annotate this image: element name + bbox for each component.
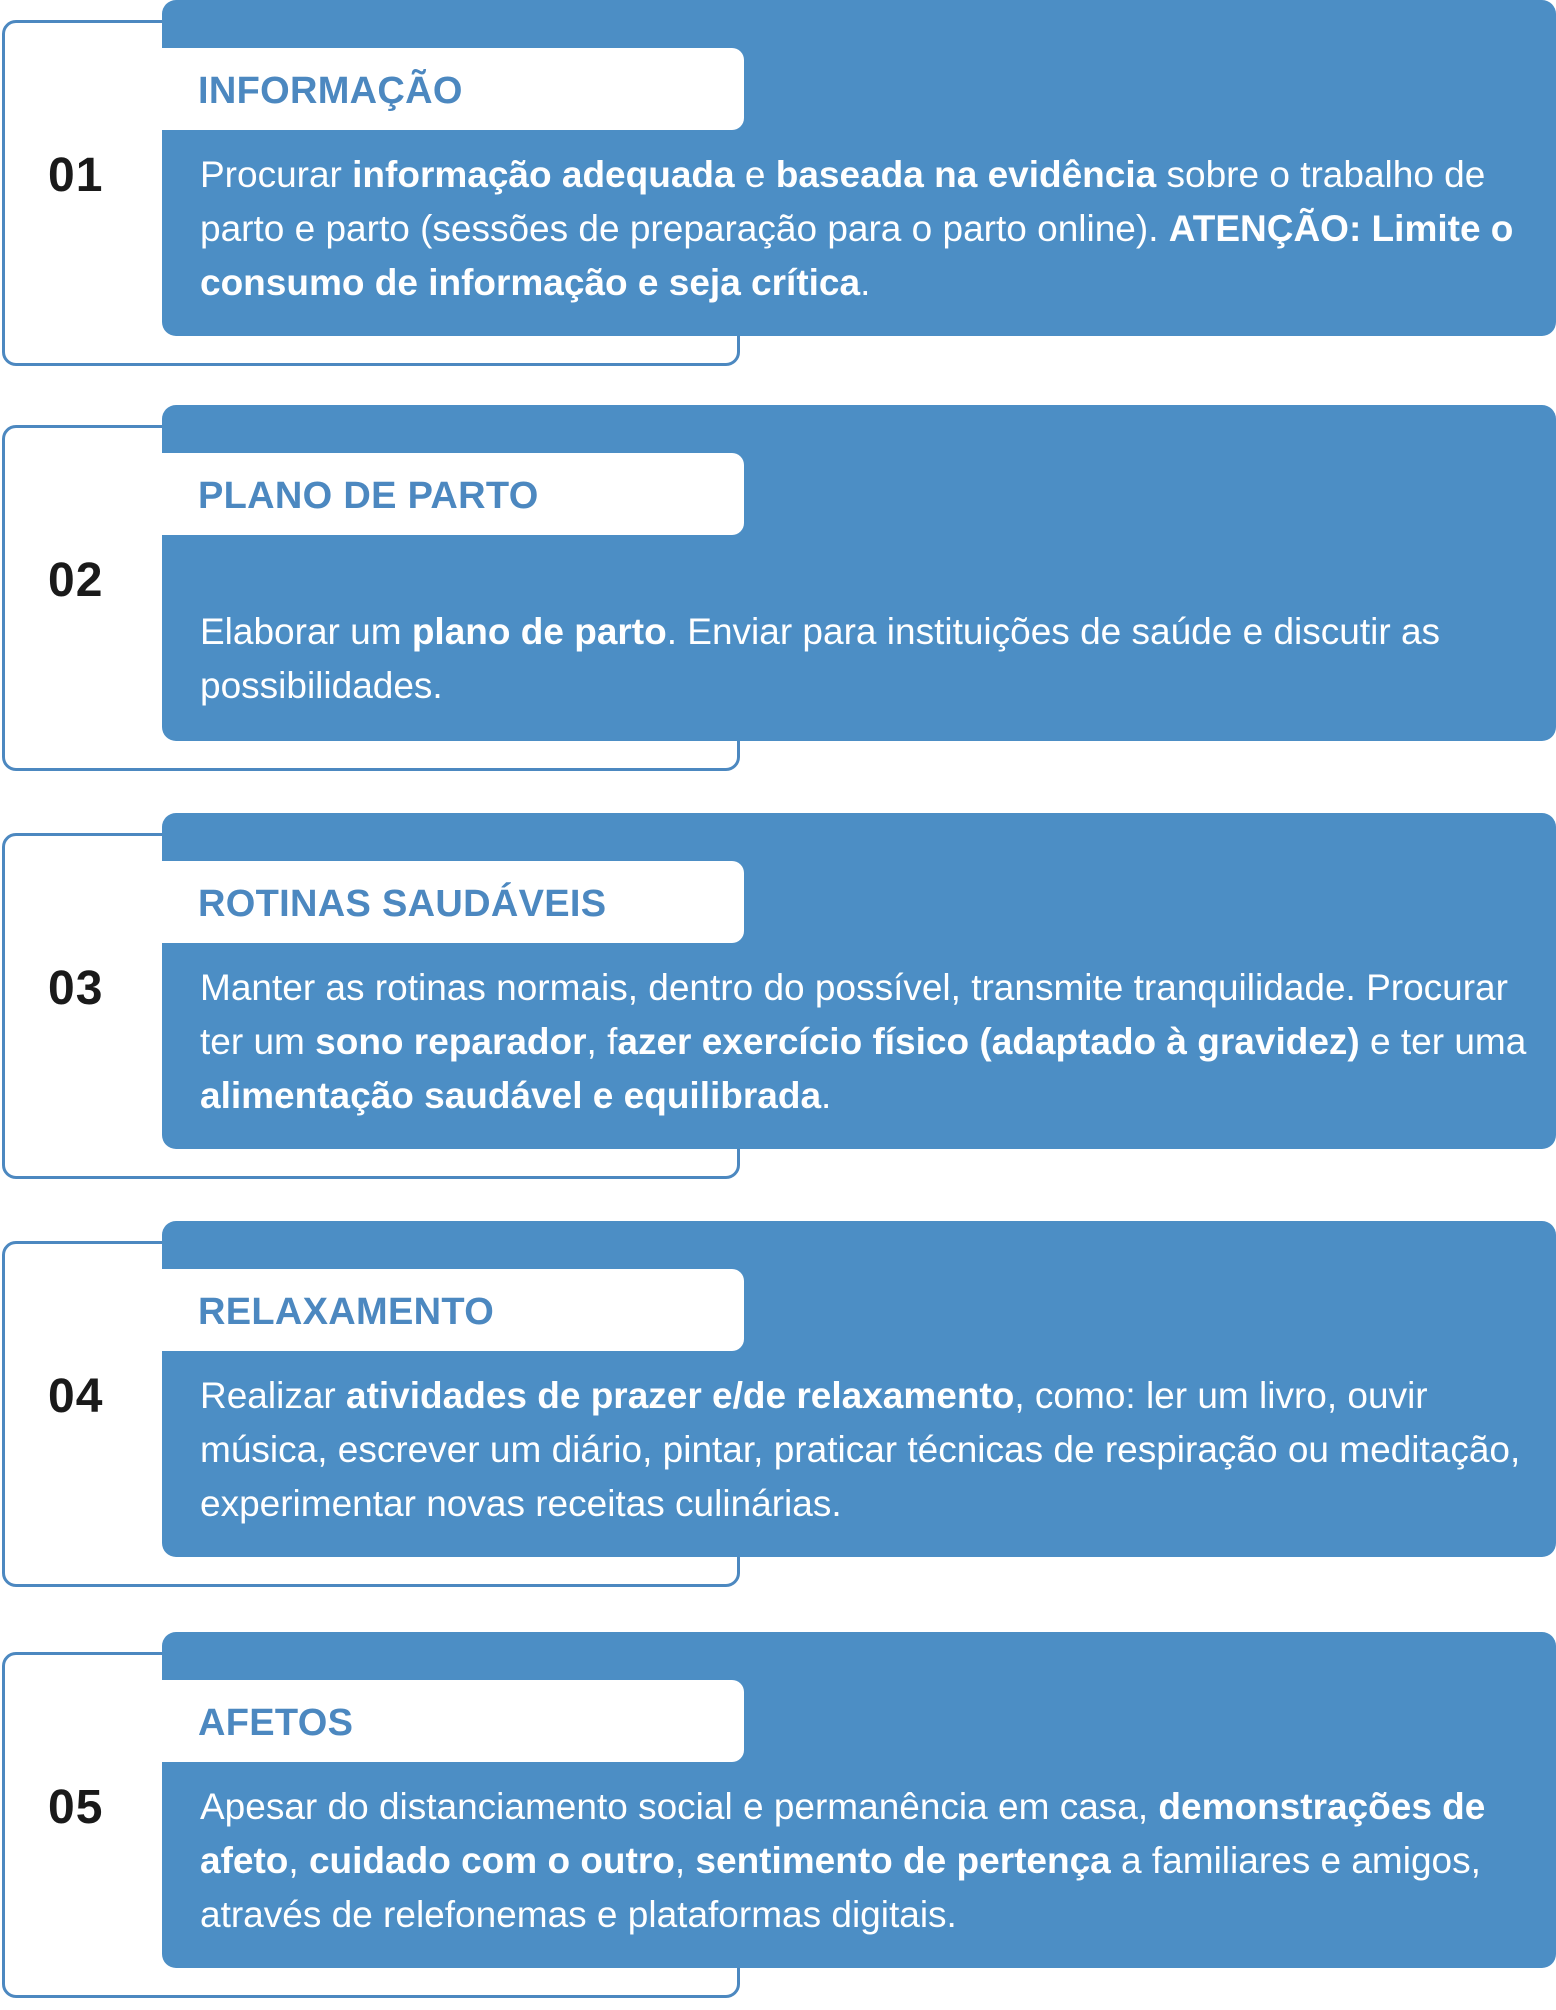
step-number: 05 <box>48 1781 104 1834</box>
description-emphasis: demonstrações de afeto <box>200 1786 1486 1881</box>
step-title-tab <box>162 861 744 943</box>
description-emphasis: alimentação saudável e equilibrada <box>200 1075 822 1116</box>
description-emphasis: baseada na evidência <box>775 154 1157 195</box>
description-text: a familiares e amigos, através de relefonemas e plataformas digitais. <box>200 1840 1481 1935</box>
description-emphasis: informação adequada <box>352 154 735 195</box>
step-description <box>200 961 1530 1123</box>
description-text: , <box>674 1840 696 1881</box>
description-text: sobre o trabalho de parto e parto (sessões de preparação para o parto online). <box>200 154 1486 249</box>
step-number: 01 <box>48 149 104 202</box>
description-emphasis: cuidado com o outro <box>308 1840 675 1881</box>
step-number: 02 <box>48 554 104 607</box>
step-title-tab <box>162 1680 744 1762</box>
description-text: , <box>288 1840 309 1881</box>
description-emphasis: sono reparador <box>315 1021 587 1062</box>
step-card <box>0 813 1556 1191</box>
step-card <box>0 0 1556 378</box>
step-description <box>200 1780 1530 1942</box>
description-text: Manter as rotinas normais, dentro do possível, transmite tranquilidade. Procurar ter um <box>200 967 1508 1062</box>
description-text: Realizar <box>200 1375 346 1416</box>
description-emphasis: ATENÇÃO: Limite o consumo de informação e seja crítica <box>200 208 1514 303</box>
description-text: , como: ler um livro, ouvir música, escrever um diário, pintar, praticar técnicas de respiração ou meditação, experimentar novas receitas culinárias. <box>200 1375 1521 1524</box>
step-title-tab <box>162 1269 744 1351</box>
step-title: ROTINAS SAUDÁVEIS <box>198 883 607 925</box>
description-emphasis: atividades de prazer e/de relaxamento <box>346 1375 1015 1416</box>
description-text: . Enviar para instituições de saúde e discutir as possibilidades. <box>200 611 1441 706</box>
description-emphasis: azer exercício físico (adaptado à gravidez) <box>617 1021 1360 1062</box>
step-number: 04 <box>48 1370 104 1423</box>
step-description <box>200 148 1530 310</box>
step-card <box>0 1632 1556 2010</box>
description-text: . <box>821 1075 832 1116</box>
step-title: INFORMAÇÃO <box>198 70 463 112</box>
step-card <box>0 1221 1556 1599</box>
description-text: e ter uma <box>1359 1021 1527 1062</box>
step-description <box>200 1369 1530 1531</box>
description-emphasis: sentimento de pertença <box>695 1840 1111 1881</box>
step-description <box>200 605 1530 713</box>
step-title: PLANO DE PARTO <box>198 475 539 517</box>
description-text: Apesar do distanciamento social e permanência em casa, <box>200 1786 1159 1827</box>
description-text: Procurar <box>200 154 353 195</box>
step-number: 03 <box>48 962 104 1015</box>
step-card <box>0 405 1556 783</box>
step-title: AFETOS <box>198 1702 354 1744</box>
description-text: e <box>734 154 776 195</box>
step-title: RELAXAMENTO <box>198 1291 495 1333</box>
step-title-tab <box>162 453 744 535</box>
description-text: . <box>860 262 871 303</box>
step-title-tab <box>162 48 744 130</box>
description-text: Elaborar um <box>200 611 412 652</box>
description-emphasis: plano de parto <box>411 611 667 652</box>
description-text: , f <box>586 1021 618 1062</box>
